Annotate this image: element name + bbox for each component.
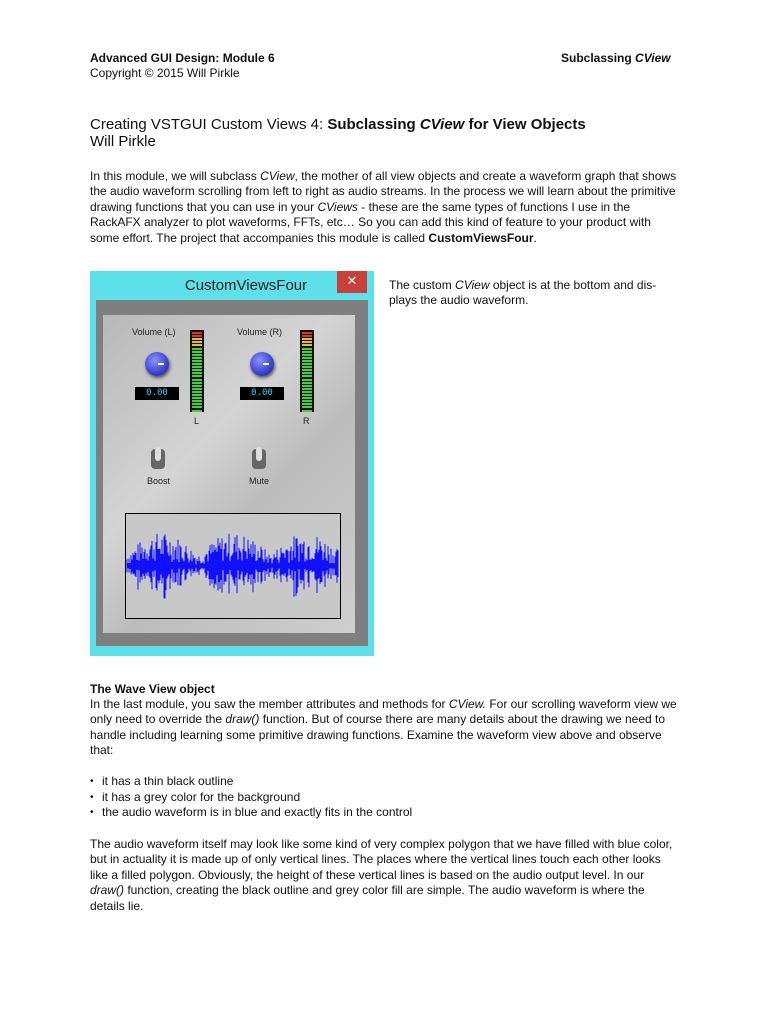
close-icon: ✕: [346, 273, 358, 288]
bullet-icon: •: [90, 791, 94, 803]
meter-segment: [192, 363, 202, 365]
volume-right-readout: 0.00: [240, 387, 284, 400]
meter-segment: [192, 341, 202, 343]
header-section-italic: CView: [635, 51, 671, 65]
section-italic-2: draw(): [225, 712, 260, 727]
meter-segment: [302, 400, 312, 402]
meter-segment: [192, 354, 202, 356]
closing-paragraph: [90, 837, 680, 914]
meter-segment: [302, 354, 312, 356]
toggle-lever-icon: [155, 447, 161, 461]
waveform-graph: [126, 514, 340, 618]
meter-segment: [192, 394, 202, 396]
meter-right-label: R: [303, 416, 310, 426]
caption-italic: CView: [455, 278, 490, 292]
meter-segment: [302, 332, 312, 334]
boost-toggle[interactable]: [151, 449, 165, 469]
volume-left-readout: 0.00: [135, 387, 179, 400]
meter-segment: [192, 366, 202, 368]
meter-segment: [192, 397, 202, 399]
section-text-3: function. But of course there are many details about the drawing we need to handle including learning some primitive drawing functions. Examine the waveform view above and observe that:: [90, 712, 666, 758]
intro-paragraph: [90, 169, 680, 246]
meter-segment: [192, 375, 202, 377]
list-item: [90, 774, 412, 790]
volume-right-knob[interactable]: [250, 352, 274, 376]
meter-segment: [302, 375, 312, 377]
copyright-line: Copyright © 2015 Will Pirkle: [90, 66, 240, 80]
closing-italic: draw(): [90, 883, 125, 898]
volume-left-knob[interactable]: [145, 352, 169, 376]
meter-segment: [192, 403, 202, 405]
intro-text-4: .: [533, 230, 537, 245]
plugin-window-title: CustomViewsFour: [184, 277, 308, 294]
waveform-view: [125, 513, 341, 619]
meter-segment: [302, 360, 312, 362]
meter-segment: [192, 382, 202, 384]
meter-segment: [192, 385, 202, 387]
running-header-title: Advanced GUI Design: Module 6: [90, 51, 275, 65]
bullet-icon: •: [90, 776, 94, 787]
meter-segment: [302, 366, 312, 368]
list-item: [90, 790, 412, 806]
intro-bold-project: CustomViewsFour: [428, 230, 534, 245]
title-bold-italic: CView: [419, 116, 465, 133]
meter-segment: [302, 394, 312, 396]
section-paragraph: [90, 697, 680, 759]
meter-segment: [302, 363, 312, 365]
figure-caption: [389, 278, 679, 309]
section-italic-1: CView.: [448, 697, 486, 711]
meter-segment: [192, 406, 202, 408]
meter-segment: [192, 338, 202, 340]
knob-pointer-icon: [263, 363, 269, 365]
meter-segment: [302, 406, 312, 408]
intro-text-3: - these are the same types of functions I use in the RackAFX analyzer to plot waveforms, FFTs, etc… So you can add this kind of feature to your product with some effort. The project that accompanies this module is called: [90, 199, 651, 245]
meter-segment: [302, 382, 312, 384]
meter-segment: [302, 388, 312, 390]
meter-segment: [302, 403, 312, 405]
list-item: [90, 805, 412, 821]
title-bold2: for View Objects: [464, 116, 586, 133]
author-name: Will Pirkle: [90, 133, 156, 150]
meter-segment: [302, 335, 312, 337]
meter-segment: [302, 410, 312, 412]
list-item-text: the audio waveform is in blue and exactly fits in the control: [102, 805, 413, 820]
meter-segment: [302, 344, 312, 346]
intro-italic-2: CViews: [317, 199, 358, 214]
meter-segment: [192, 332, 202, 334]
meter-segment: [302, 338, 312, 340]
bullet-icon: •: [90, 807, 94, 819]
section-text-2: For our scrolling waveform view we only need to override the: [90, 697, 677, 727]
knob-pointer-icon: [158, 363, 164, 365]
meter-segment: [302, 385, 312, 387]
meter-segment: [192, 400, 202, 402]
mute-label: Mute: [249, 476, 270, 486]
intro-text-1: In this module, we will subclass: [90, 169, 261, 183]
meter-segment: [192, 410, 202, 412]
intro-italic-1: CView: [260, 169, 295, 183]
meter-segment: [302, 397, 312, 399]
running-header-section: [561, 51, 671, 65]
meter-segment: [192, 344, 202, 346]
header-section-prefix: Subclassing: [561, 51, 636, 65]
meter-left: [190, 330, 204, 412]
caption-text-2: object is at the bottom and dis-plays the audio waveform.: [389, 278, 657, 308]
title-bold1: Subclassing: [327, 116, 420, 133]
section-heading: The Wave View object: [90, 682, 215, 696]
meter-segment: [192, 369, 202, 371]
meter-segment: [302, 351, 312, 353]
meter-segment: [302, 379, 312, 381]
document-title: [90, 116, 586, 150]
meter-segment: [192, 372, 202, 374]
boost-label: Boost: [147, 476, 171, 486]
meter-segment: [192, 357, 202, 359]
intro-text-2: , the mother of all view objects and create a waveform graph that shows the audio waveform scrolling from left to right as audio streams. In the process we will learn about the primitive drawing functions that you can use in your: [90, 169, 677, 214]
mute-toggle[interactable]: [252, 449, 266, 469]
meter-segment: [192, 360, 202, 362]
meter-segment: [302, 372, 312, 374]
meter-segment: [192, 335, 202, 337]
title-part1: Creating VSTGUI Custom Views 4:: [90, 116, 328, 133]
meter-segment: [192, 348, 202, 350]
title-bold-part: [327, 116, 585, 133]
meter-segment: [302, 391, 312, 393]
closing-text-1: The audio waveform itself may look like some kind of very complex polygon that we have filled with blue color, but in actuality it is made up of only vertical lines. The places where the vertical lines touch each other looks like a filled polygon. Obviously, the height of these vertical lines is based on the audio output level. In our: [90, 837, 673, 882]
meter-segment: [302, 369, 312, 371]
caption-text-1: The custom: [389, 278, 456, 292]
meter-segment: [192, 388, 202, 390]
meter-segment: [302, 341, 312, 343]
meter-right: [300, 330, 314, 412]
section-text-1: In the last module, you saw the member attributes and methods for: [90, 697, 449, 711]
meter-segment: [192, 391, 202, 393]
volume-right-label: Volume (R): [237, 327, 283, 337]
volume-left-label: Volume (L): [132, 327, 176, 337]
observation-list: [90, 774, 412, 821]
meter-segment: [192, 351, 202, 353]
meter-left-label: L: [194, 416, 200, 426]
meter-segment: [192, 379, 202, 381]
closing-text-2: function, creating the black outline and grey color fill are simple. The audio waveform is where the details lie.: [90, 883, 645, 913]
meter-segment: [302, 348, 312, 350]
list-item-text: it has a grey color for the background: [102, 789, 301, 804]
toggle-lever-icon: [256, 447, 262, 461]
close-button[interactable]: [337, 271, 367, 293]
meter-segment: [302, 357, 312, 359]
list-item-text: it has a thin black outline: [102, 774, 234, 788]
